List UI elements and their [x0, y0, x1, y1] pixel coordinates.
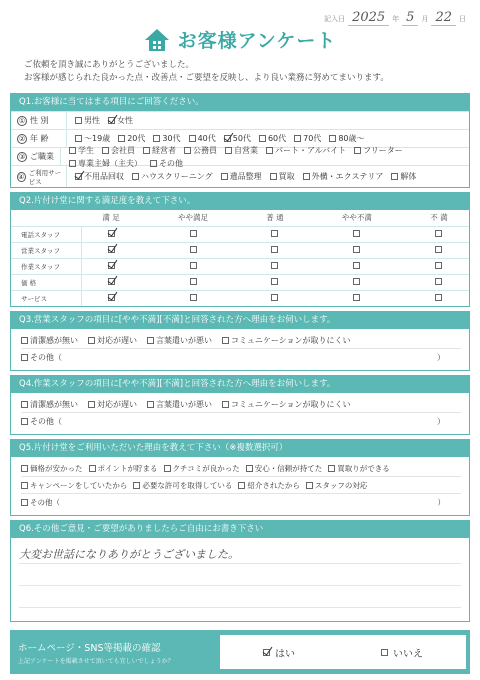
- q1-row-number: ④: [18, 172, 25, 181]
- year-unit: 年: [392, 15, 400, 23]
- q2-cell: [305, 290, 409, 306]
- q5-option[interactable]: [164, 463, 240, 474]
- q4-other-option[interactable]: [21, 416, 62, 427]
- checkbox[interactable]: [108, 246, 115, 253]
- q2-cell: [81, 274, 141, 290]
- checkbox[interactable]: [108, 294, 115, 301]
- q1-option[interactable]: [225, 145, 258, 156]
- q5-option[interactable]: [328, 463, 390, 474]
- checkbox[interactable]: [435, 262, 442, 269]
- checkbox[interactable]: [143, 147, 150, 154]
- consent-no-checkbox[interactable]: [381, 649, 388, 656]
- consent-yes-option[interactable]: [263, 645, 295, 660]
- q2-cell: [305, 274, 409, 290]
- q2-column-header: 不 満: [430, 213, 448, 223]
- checkbox[interactable]: [21, 401, 28, 408]
- q1-row-label: [11, 166, 67, 187]
- q5-other-close: ）: [437, 498, 445, 507]
- q2-cell: [409, 274, 469, 290]
- entry-date-label: 記入日: [324, 15, 346, 23]
- q1-option-label: その他: [159, 158, 183, 168]
- q2-cell: [141, 258, 245, 274]
- q2-cell: [245, 274, 305, 290]
- q1-option-label: 男性: [84, 116, 100, 125]
- q5-heading: Q5.片付け堂をご利用いただいた理由を教えて下さい（※複数選択可）: [11, 440, 469, 457]
- checkbox[interactable]: [271, 246, 278, 253]
- checkbox[interactable]: [108, 278, 115, 285]
- checkbox[interactable]: [150, 160, 157, 167]
- q1-option[interactable]: [184, 145, 217, 156]
- q5-option[interactable]: [306, 480, 368, 491]
- checkbox[interactable]: [88, 401, 95, 408]
- q3-option-label: コミュニケーションが取りにくい: [231, 335, 351, 345]
- checkbox[interactable]: [102, 147, 109, 154]
- checkbox[interactable]: [221, 173, 228, 180]
- checkbox[interactable]: [435, 294, 442, 301]
- checkbox[interactable]: [266, 147, 273, 154]
- q6-heading: Q6.その他ご意見・ご要望がありましたらご自由にお書き下さい: [11, 521, 469, 538]
- q4-heading: Q4.作業スタッフの項目に[やや不満][不満]と回答された方へ理由をお伺いします。: [11, 376, 469, 393]
- q1-option-label: フリーター: [363, 145, 403, 155]
- q2-cell: [245, 226, 305, 242]
- checkbox[interactable]: [246, 465, 253, 472]
- intro-text: [24, 59, 470, 85]
- q2-row: [11, 242, 469, 258]
- satisfaction-table: [11, 210, 469, 306]
- q1-option-label: 外構・エクステリア: [311, 172, 384, 181]
- publish-consent: [10, 630, 470, 674]
- q1-option-label: 公務員: [193, 145, 217, 155]
- q3-option[interactable]: [21, 335, 78, 346]
- checkbox[interactable]: [303, 173, 310, 180]
- q4-section: [10, 375, 470, 435]
- q4-option[interactable]: [147, 399, 212, 410]
- checkbox[interactable]: [294, 135, 301, 142]
- q1-option[interactable]: [270, 171, 295, 182]
- checkbox[interactable]: [259, 135, 266, 142]
- consent-no-label: いいえ: [393, 648, 423, 660]
- q2-cell: [305, 242, 409, 258]
- q1-row-label-text: ご職業: [30, 152, 54, 161]
- entry-year: 2025: [352, 10, 386, 25]
- q2-row-label: 電話スタッフ: [11, 226, 81, 242]
- q5-option-label: 安心・信頼が持てた: [254, 463, 323, 473]
- q1-row-label: [11, 130, 67, 147]
- checkbox[interactable]: [21, 465, 28, 472]
- q5-option-label: 紹介されたから: [247, 480, 300, 490]
- q2-row: [11, 226, 469, 242]
- q2-column-header: やや満足: [178, 213, 209, 223]
- checkbox[interactable]: [21, 499, 28, 506]
- q5-other-label: その他（: [30, 498, 60, 507]
- q4-option-label: 言葉遣いが悪い: [156, 399, 212, 409]
- q6-blank-line[interactable]: [19, 564, 461, 586]
- q4-other-label: その他（: [30, 417, 62, 426]
- q1-row-number: ③: [18, 152, 26, 161]
- q3-option-label: 対応が遅い: [97, 335, 137, 345]
- q1-option[interactable]: [266, 145, 346, 156]
- q1-row-number: ②: [18, 134, 26, 143]
- q1-options: [61, 145, 469, 169]
- q1-option-label: 70代: [303, 134, 322, 143]
- checkbox[interactable]: [21, 418, 28, 425]
- q1-row-label-text: ご利用サービス: [28, 168, 62, 186]
- q4-option-label: 清潔感が無い: [30, 399, 78, 409]
- checkbox[interactable]: [184, 147, 191, 154]
- q1-option[interactable]: [108, 115, 133, 126]
- checkbox[interactable]: [270, 173, 277, 180]
- q2-row: [11, 258, 469, 274]
- checkbox[interactable]: [147, 337, 154, 344]
- q2-column-header: 普 通: [266, 213, 284, 223]
- q1-option-label: 買取: [278, 172, 295, 181]
- checkbox[interactable]: [329, 135, 336, 142]
- q3-other-close: ）: [437, 353, 445, 362]
- q1-option-label: 専業主婦（主夫）: [78, 158, 142, 168]
- q5-option[interactable]: [246, 463, 323, 474]
- q2-cell: [245, 290, 305, 306]
- q1-options: [67, 133, 365, 144]
- checkbox[interactable]: [133, 482, 140, 489]
- q3-other-option[interactable]: [21, 352, 62, 363]
- q1-option[interactable]: [189, 133, 216, 144]
- checkbox[interactable]: [88, 337, 95, 344]
- q2-cell: [305, 226, 409, 242]
- q2-corner: [11, 210, 81, 226]
- q1-option-label: 40代: [197, 134, 216, 143]
- intro-line-2: お客様が感じられた良かった点・改善点・ご要望を反映し、より良い業務に努めてまいります。: [24, 73, 389, 83]
- checkbox[interactable]: [21, 482, 28, 489]
- q4-other-close: ）: [437, 417, 445, 426]
- q1-option-label: 学生: [78, 145, 94, 155]
- q2-row: [11, 290, 469, 306]
- q2-row-label: 作業スタッフ: [11, 258, 81, 274]
- q1-option-label: パート・アルバイト: [275, 145, 347, 155]
- q1-option-label: 遺品整理: [229, 172, 262, 181]
- checkbox[interactable]: [271, 294, 278, 301]
- consent-subtitle: 上記アンケートを掲載させて頂いても宜しいでしょうか？: [18, 657, 174, 665]
- q2-cell: [305, 258, 409, 274]
- q3-option[interactable]: [147, 335, 212, 346]
- q4-option[interactable]: [222, 399, 351, 410]
- q1-option[interactable]: [354, 145, 403, 156]
- q1-option-label: ハウスクリーニング: [141, 172, 213, 181]
- q4-option[interactable]: [21, 399, 78, 410]
- q3-option-label: 言葉遣いが悪い: [156, 335, 212, 345]
- q2-cell: [141, 226, 245, 242]
- q1-option[interactable]: [102, 145, 135, 156]
- q3-option[interactable]: [222, 335, 351, 346]
- checkbox[interactable]: [108, 117, 115, 124]
- q5-option-label: 価格が安かった: [30, 463, 83, 473]
- q2-heading: Q2.片付け堂に関する満足度を教えて下さい。: [11, 193, 469, 210]
- checkbox[interactable]: [164, 465, 171, 472]
- q5-option-label: ポイントが貯まる: [97, 463, 158, 473]
- q2-row-label: サービス: [11, 290, 81, 306]
- checkbox[interactable]: [75, 117, 82, 124]
- consent-yes-label: はい: [275, 648, 295, 660]
- q1-row-label-text: 年 齢: [30, 134, 49, 143]
- q1-option[interactable]: [75, 171, 124, 182]
- day-unit: 日: [459, 15, 466, 23]
- q1-option[interactable]: [259, 133, 286, 144]
- checkbox[interactable]: [118, 135, 125, 142]
- q5-option[interactable]: [133, 480, 232, 491]
- q4-option[interactable]: [88, 399, 137, 410]
- month-unit: 月: [421, 15, 429, 23]
- q1-option[interactable]: [391, 171, 416, 182]
- house-icon: [144, 28, 170, 52]
- q3-heading: Q3.営業スタッフの項目に[やや不満][不満]と回答された方へ理由をお伺いします。: [11, 312, 469, 329]
- checkbox[interactable]: [189, 135, 196, 142]
- q1-option[interactable]: [69, 158, 142, 169]
- q1-option[interactable]: [329, 133, 364, 144]
- q1-row-label: [11, 112, 67, 129]
- checkbox[interactable]: [75, 173, 82, 180]
- q1-row: [11, 145, 469, 168]
- checkbox[interactable]: [328, 465, 335, 472]
- q3-option-label: 清潔感が無い: [30, 335, 78, 345]
- q1-option-label: 20代: [127, 134, 146, 143]
- q5-option-label: キャンペーンをしていたから: [30, 480, 128, 490]
- q2-cell: [245, 242, 305, 258]
- q2-section: [10, 192, 470, 307]
- q2-cell: [81, 290, 141, 306]
- q1-row-number: ①: [18, 116, 26, 125]
- q1-option[interactable]: [132, 171, 213, 182]
- q1-row: [11, 111, 469, 129]
- entry-day: 22: [435, 10, 452, 25]
- q5-option-label: クチコミが良かった: [172, 463, 240, 473]
- q2-cell: [81, 258, 141, 274]
- header: [10, 26, 470, 53]
- q1-option[interactable]: [221, 171, 262, 182]
- q2-row: [11, 274, 469, 290]
- q5-option[interactable]: [89, 463, 158, 474]
- q1-option[interactable]: [75, 115, 100, 126]
- q5-option[interactable]: [21, 480, 127, 491]
- checkbox[interactable]: [435, 278, 442, 285]
- checkbox[interactable]: [89, 465, 96, 472]
- q1-option-label: 60代: [267, 134, 287, 143]
- checkbox[interactable]: [190, 230, 197, 237]
- q5-section: [10, 439, 470, 516]
- q2-cell: [409, 258, 469, 274]
- checkbox[interactable]: [190, 246, 197, 253]
- q2-cell: [141, 274, 245, 290]
- consent-title: ホームページ・SNS等掲載の確認: [18, 642, 161, 654]
- q5-option[interactable]: [238, 480, 300, 491]
- entry-date: [324, 10, 466, 26]
- q3-section: [10, 311, 470, 371]
- q6-section: [10, 520, 470, 622]
- q1-option[interactable]: [118, 133, 145, 144]
- checkbox[interactable]: [353, 246, 360, 253]
- q4-option-label: 対応が遅い: [97, 399, 137, 409]
- q3-option[interactable]: [88, 335, 137, 346]
- q1-option-label: 50代: [232, 134, 251, 143]
- checkbox[interactable]: [353, 294, 360, 301]
- q2-cell: [409, 226, 469, 242]
- checkbox[interactable]: [391, 173, 398, 180]
- checkbox[interactable]: [132, 173, 139, 180]
- q1-option-label: 自営業: [234, 145, 258, 155]
- checkbox[interactable]: [224, 135, 231, 142]
- checkbox[interactable]: [147, 401, 154, 408]
- checkbox[interactable]: [108, 262, 115, 269]
- q1-heading: Q1.お客様に当てはまる項目にご回答ください。: [11, 94, 469, 111]
- q1-option[interactable]: [224, 133, 251, 144]
- q5-other-option[interactable]: [21, 497, 60, 508]
- checkbox[interactable]: [271, 262, 278, 269]
- checkbox[interactable]: [21, 337, 28, 344]
- q1-row-label: [11, 148, 61, 165]
- checkbox[interactable]: [222, 401, 229, 408]
- q1-option-label: 〜19歳: [84, 134, 111, 143]
- q1-option[interactable]: [75, 133, 110, 144]
- checkbox[interactable]: [190, 278, 197, 285]
- q5-option-label: 必要な許可を取得している: [142, 480, 233, 490]
- intro-line-1: ご依頼を頂き誠にありがとうございました。: [24, 60, 195, 70]
- q2-cell: [141, 242, 245, 258]
- checkbox[interactable]: [69, 160, 76, 167]
- checkbox[interactable]: [225, 147, 232, 154]
- page-title: お客様アンケート: [177, 30, 337, 52]
- q4-option-label: コミュニケーションが取りにくい: [231, 399, 351, 409]
- q2-cell: [409, 290, 469, 306]
- q2-cell: [81, 226, 141, 242]
- q2-cell: [245, 258, 305, 274]
- q1-option-label: 会社員: [111, 145, 135, 155]
- entry-month: 5: [406, 10, 415, 25]
- checkbox[interactable]: [190, 294, 197, 301]
- q1-section: [10, 93, 470, 188]
- checkbox[interactable]: [435, 246, 442, 253]
- checkbox[interactable]: [153, 135, 160, 142]
- checkbox[interactable]: [69, 147, 76, 154]
- checkbox[interactable]: [353, 262, 360, 269]
- checkbox[interactable]: [21, 354, 28, 361]
- q1-option-label: 不用品回収: [84, 172, 124, 181]
- checkbox[interactable]: [435, 230, 442, 237]
- checkbox[interactable]: [238, 482, 245, 489]
- checkbox[interactable]: [354, 147, 361, 154]
- checkbox[interactable]: [306, 482, 313, 489]
- checkbox[interactable]: [222, 337, 229, 344]
- checkbox[interactable]: [190, 262, 197, 269]
- q1-option[interactable]: [294, 133, 321, 144]
- q1-row-label-text: 性 別: [30, 116, 49, 125]
- q1-option[interactable]: [69, 145, 94, 156]
- q2-cell: [81, 242, 141, 258]
- consent-no-option[interactable]: [381, 645, 423, 660]
- q2-row-label: 価 格: [11, 274, 81, 290]
- checkbox[interactable]: [75, 135, 82, 142]
- q1-option-label: 80歳〜: [338, 134, 365, 143]
- q1-option-label: 解体: [400, 172, 417, 181]
- q1-option-label: 30代: [162, 134, 181, 143]
- q2-cell: [141, 290, 245, 306]
- q2-row-label: 営業スタッフ: [11, 242, 81, 258]
- q1-option-label: 女性: [117, 116, 133, 125]
- consent-yes-checkbox[interactable]: [263, 649, 270, 656]
- q6-blank-line[interactable]: [19, 586, 461, 608]
- q1-option[interactable]: [153, 133, 180, 144]
- q3-other-label: その他（: [30, 353, 62, 362]
- q1-option[interactable]: [143, 145, 176, 156]
- q6-answer[interactable]: 大変お世話になりありがとうございました。: [19, 542, 461, 564]
- q5-option[interactable]: [21, 463, 83, 474]
- q2-column-header: 満 足: [102, 213, 120, 223]
- checkbox[interactable]: [353, 278, 360, 285]
- q1-options: [67, 115, 133, 126]
- q1-option[interactable]: [303, 171, 384, 182]
- checkbox[interactable]: [108, 230, 115, 237]
- q5-option-label: 買取りができる: [337, 463, 390, 473]
- q2-cell: [409, 242, 469, 258]
- q1-options: [67, 171, 416, 182]
- q5-option-label: スタッフの対応: [314, 480, 368, 490]
- checkbox[interactable]: [353, 230, 360, 237]
- checkbox[interactable]: [271, 230, 278, 237]
- q1-option-label: 経営者: [152, 145, 176, 155]
- q2-column-header: やや不満: [341, 213, 372, 223]
- q1-option[interactable]: [150, 158, 183, 169]
- checkbox[interactable]: [271, 278, 278, 285]
